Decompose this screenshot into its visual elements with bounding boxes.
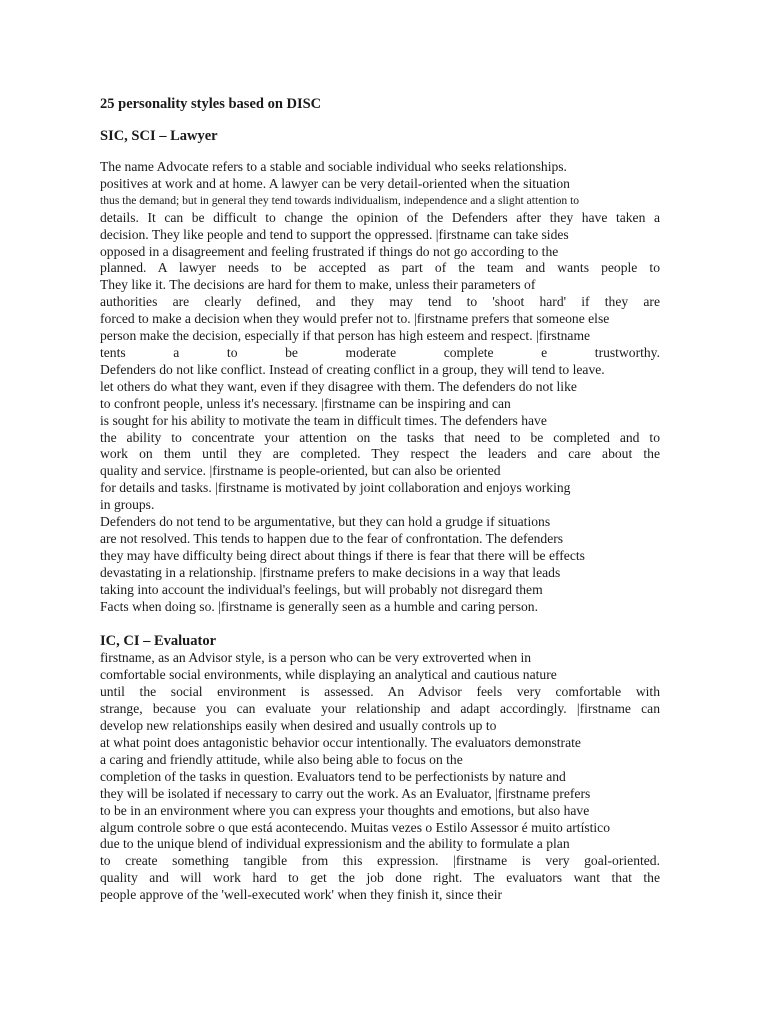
text-line: planned. A lawyer needs to be accepted as part of the team and wants people to bbox=[100, 260, 660, 276]
text-line: authorities are clearly defined, and they may tend to 'shoot hard' if they are bbox=[100, 294, 660, 310]
text-line: they will be isolated if necessary to carry out the work. As an Evaluator, |firstname prefers bbox=[100, 785, 591, 801]
text-line: decision. They like people and tend to support the oppressed. |firstname can take sides bbox=[100, 226, 569, 242]
text-line: person make the decision, especially if that person has high esteem and respect. |firstname bbox=[100, 328, 591, 344]
text-line: in groups. bbox=[100, 497, 155, 513]
text-line: tents a to be moderate complete e trustworthy. bbox=[100, 344, 660, 360]
text-line: details. It can be difficult to change the opinion of the Defenders after they have taken a bbox=[100, 209, 660, 225]
text-line: forced to make a decision when they would prefer not to. |firstname prefers that someone else bbox=[100, 311, 610, 327]
text-line: They like it. The decisions are hard for them to make, unless their parameters of bbox=[100, 277, 536, 293]
document-title: 25 personality styles based on DISC bbox=[100, 96, 322, 112]
text-line: quality and will work hard to get the job done right. The evaluators want that the bbox=[100, 870, 660, 886]
text-line: thus the demand; but in general they tend towards individualism, independence and a slight attention to bbox=[100, 193, 580, 207]
section-body-lawyer bbox=[100, 159, 660, 615]
text-line: devastating in a relationship. |firstname prefers to make decisions in a way that leads bbox=[100, 564, 561, 580]
text-line: comfortable social environments, while displaying an analytical and cautious nature bbox=[100, 667, 557, 683]
text-line: positives at work and at home. A lawyer can be very detail-oriented when the situation bbox=[100, 175, 570, 191]
text-line: until the social environment is assessed. An Advisor feels very comfortable with bbox=[100, 684, 660, 700]
section-heading-evaluator: IC, CI – Evaluator bbox=[100, 633, 217, 650]
text-line: at what point does antagonistic behavior occur intentionally. The evaluators demonstrate bbox=[100, 735, 581, 750]
document-page bbox=[100, 95, 660, 904]
text-line: Facts when doing so. |firstname is generally seen as a humble and caring person. bbox=[100, 598, 538, 614]
text-line: is sought for his ability to motivate the team in difficult times. The defenders have bbox=[100, 412, 547, 428]
text-line: to be in an environment where you can express your thoughts and emotions, but also have bbox=[100, 802, 590, 818]
section-body-evaluator bbox=[100, 650, 660, 904]
text-line: a caring and friendly attitude, while also being able to focus on the bbox=[100, 751, 463, 767]
text-line: people approve of the 'well-executed work' when they finish it, since their bbox=[100, 887, 503, 903]
text-line: develop new relationships easily when desired and usually controls up to bbox=[100, 718, 497, 734]
text-line: quality and service. |firstname is people-oriented, but can also be oriented bbox=[100, 463, 501, 479]
section-evaluator bbox=[100, 633, 660, 904]
text-line: The name Advocate refers to a stable and sociable individual who seeks relationships. bbox=[100, 159, 567, 174]
text-line: completion of the tasks in question. Evaluators tend to be perfectionists by nature and bbox=[100, 768, 566, 784]
text-line: taking into account the individual's feelings, but will probably not disregard them bbox=[100, 581, 543, 597]
text-line: strange, because you can evaluate your relationship and adapt accordingly. |firstname can bbox=[100, 701, 660, 717]
text-line: Defenders do not tend to be argumentative, but they can hold a grudge if situations bbox=[100, 514, 551, 530]
text-line: algum controle sobre o que está acontecendo. Muitas vezes o Estilo Assessor é muito artístico bbox=[100, 819, 611, 835]
text-line: they may have difficulty being direct about things if there is fear that there will be effects bbox=[100, 547, 585, 563]
text-line: are not resolved. This tends to happen due to the fear of confrontation. The defenders bbox=[100, 530, 564, 546]
text-line: for details and tasks. |firstname is motivated by joint collaboration and enjoys working bbox=[100, 480, 571, 496]
text-line: the ability to concentrate your attention on the tasks that need to be completed and to bbox=[100, 429, 660, 445]
text-line: work on them until they are completed. They respect the leaders and care about the bbox=[100, 446, 660, 462]
text-line: to create something tangible from this expression. |firstname is very goal-oriented. bbox=[100, 853, 660, 869]
text-line: to confront people, unless it's necessary. |firstname can be inspiring and can bbox=[100, 395, 511, 411]
text-line: let others do what they want, even if they disagree with them. The defenders do not like bbox=[100, 378, 577, 394]
section-heading-lawyer: SIC, SCI – Lawyer bbox=[100, 128, 218, 144]
text-line: firstname, as an Advisor style, is a person who can be very extroverted when in bbox=[100, 650, 532, 666]
text-line: Defenders do not like conflict. Instead of creating conflict in a group, they will tend to leave. bbox=[100, 361, 605, 377]
section-lawyer bbox=[100, 128, 660, 615]
text-line: due to the unique blend of individual expressionism and the ability to formulate a plan bbox=[100, 836, 570, 852]
text-line: opposed in a disagreement and feeling frustrated if things do not go according to the bbox=[100, 243, 559, 259]
